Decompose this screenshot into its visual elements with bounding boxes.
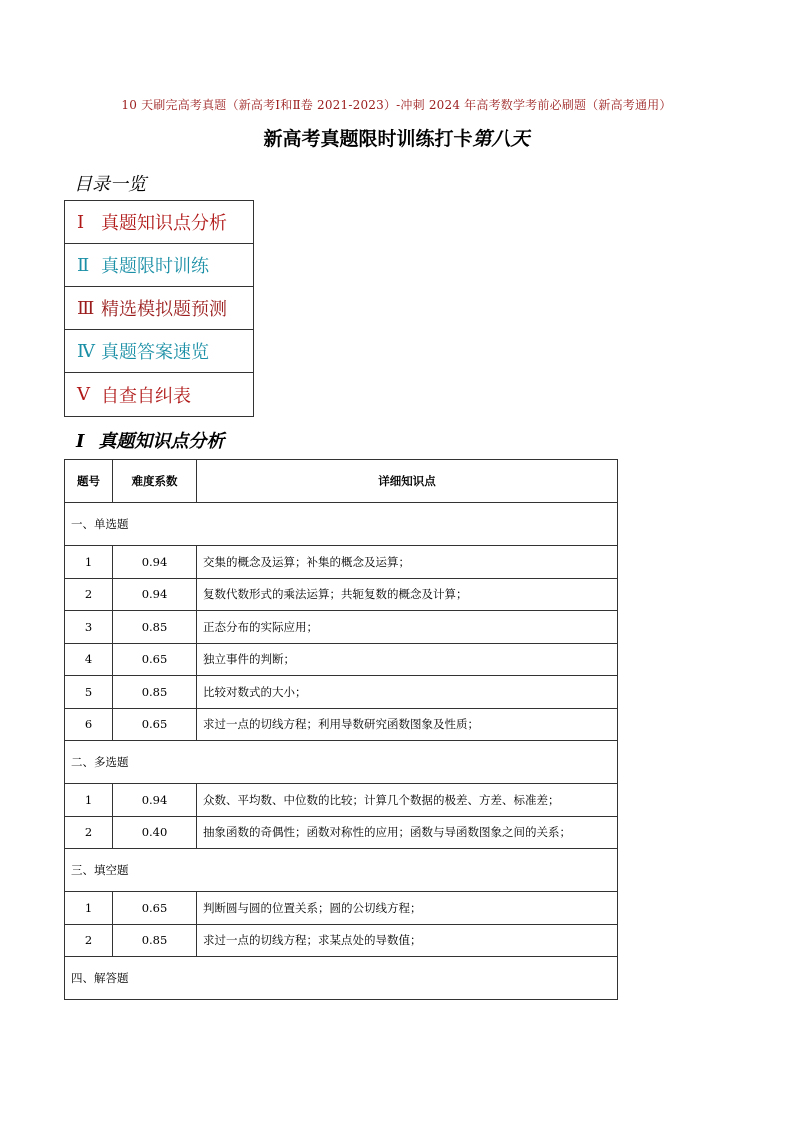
question-no-cell: 5 bbox=[65, 676, 113, 709]
question-no-cell: 2 bbox=[65, 816, 113, 849]
knowledge-points-cell: 抽象函数的奇偶性；函数对称性的应用；函数与导函数图象之间的关系； bbox=[197, 816, 618, 849]
table-row bbox=[65, 676, 618, 709]
knowledge-points-cell: 交集的概念及运算；补集的概念及运算； bbox=[197, 546, 618, 579]
toc-item-number: Ⅰ bbox=[77, 211, 85, 233]
toc-item-label: 真题答案速览 bbox=[101, 342, 209, 363]
question-no-cell: 1 bbox=[65, 546, 113, 579]
question-no-cell: 4 bbox=[65, 643, 113, 676]
table-row bbox=[65, 924, 618, 957]
table-row bbox=[65, 611, 618, 644]
toc-item-label: 精选模拟题预测 bbox=[101, 299, 227, 320]
toc-item-4[interactable] bbox=[65, 330, 253, 373]
toc-item-number: Ⅳ bbox=[77, 340, 95, 362]
difficulty-cell: 0.94 bbox=[113, 578, 197, 611]
toc-item-number: Ⅲ bbox=[77, 297, 95, 319]
toc-item-label: 真题知识点分析 bbox=[101, 213, 227, 234]
knowledge-points-cell: 正态分布的实际应用； bbox=[197, 611, 618, 644]
toc-item-2[interactable] bbox=[65, 244, 253, 287]
table-row bbox=[65, 643, 618, 676]
question-no-cell: 1 bbox=[65, 892, 113, 925]
table-header-row bbox=[65, 460, 618, 503]
page-title-day: 第八天 bbox=[472, 128, 530, 150]
page-title bbox=[0, 124, 793, 151]
toc-item-label: 自查自纠表 bbox=[101, 385, 191, 407]
knowledge-points-cell: 复数代数形式的乘法运算；共轭复数的概念及计算； bbox=[197, 578, 618, 611]
table-row bbox=[65, 546, 618, 579]
toc-item-number: Ⅱ bbox=[77, 254, 90, 276]
difficulty-cell: 0.94 bbox=[113, 546, 197, 579]
difficulty-cell: 0.65 bbox=[113, 892, 197, 925]
toc-heading: 目录一览 bbox=[74, 174, 146, 195]
header-knowledge-points: 详细知识点 bbox=[197, 460, 618, 503]
category-row bbox=[65, 741, 618, 784]
category-label: 四、解答题 bbox=[65, 957, 618, 1000]
question-no-cell: 2 bbox=[65, 924, 113, 957]
category-row bbox=[65, 957, 618, 1000]
section-number: Ⅰ bbox=[76, 431, 85, 452]
category-label: 三、填空题 bbox=[65, 849, 618, 892]
knowledge-points-cell: 众数、平均数、中位数的比较；计算几个数据的极差、方差、标准差； bbox=[197, 784, 618, 817]
question-no-cell: 3 bbox=[65, 611, 113, 644]
difficulty-cell: 0.85 bbox=[113, 611, 197, 644]
knowledge-point-table bbox=[64, 459, 618, 1000]
table-row bbox=[65, 816, 618, 849]
toc-item-3[interactable] bbox=[65, 287, 253, 330]
difficulty-cell: 0.40 bbox=[113, 816, 197, 849]
table-row bbox=[65, 784, 618, 817]
section-label: 真题知识点分析 bbox=[98, 431, 225, 452]
document-banner: 10 天刷完高考真题（新高考Ⅰ和Ⅱ卷 2021-2023）-冲刺 2024 年高考数学考前必刷题（新高考通用） bbox=[121, 98, 672, 112]
category-row bbox=[65, 503, 618, 546]
difficulty-cell: 0.85 bbox=[113, 676, 197, 709]
table-row bbox=[65, 892, 618, 925]
question-no-cell: 2 bbox=[65, 578, 113, 611]
knowledge-points-cell: 求过一点的切线方程；利用导数研究函数图象及性质； bbox=[197, 708, 618, 741]
question-no-cell: 6 bbox=[65, 708, 113, 741]
toc-item-label: 真题限时训练 bbox=[101, 256, 209, 277]
difficulty-cell: 0.85 bbox=[113, 924, 197, 957]
table-row bbox=[65, 708, 618, 741]
table-of-contents bbox=[64, 200, 254, 417]
toc-item-1[interactable] bbox=[65, 201, 253, 244]
toc-item-5[interactable] bbox=[65, 373, 253, 416]
section-heading bbox=[76, 427, 224, 453]
difficulty-cell: 0.65 bbox=[113, 643, 197, 676]
category-label: 二、多选题 bbox=[65, 741, 618, 784]
difficulty-cell: 0.94 bbox=[113, 784, 197, 817]
question-no-cell: 1 bbox=[65, 784, 113, 817]
knowledge-points-cell: 独立事件的判断； bbox=[197, 643, 618, 676]
toc-item-number: Ⅴ bbox=[77, 384, 90, 405]
knowledge-points-cell: 比较对数式的大小； bbox=[197, 676, 618, 709]
header-question-no: 题号 bbox=[65, 460, 113, 503]
category-label: 一、单选题 bbox=[65, 503, 618, 546]
difficulty-cell: 0.65 bbox=[113, 708, 197, 741]
page-title-main: 新高考真题限时训练打卡 bbox=[263, 128, 473, 150]
knowledge-points-cell: 求过一点的切线方程；求某点处的导数值； bbox=[197, 924, 618, 957]
knowledge-points-cell: 判断圆与圆的位置关系；圆的公切线方程； bbox=[197, 892, 618, 925]
header-difficulty: 难度系数 bbox=[113, 460, 197, 503]
table-row bbox=[65, 578, 618, 611]
category-row bbox=[65, 849, 618, 892]
